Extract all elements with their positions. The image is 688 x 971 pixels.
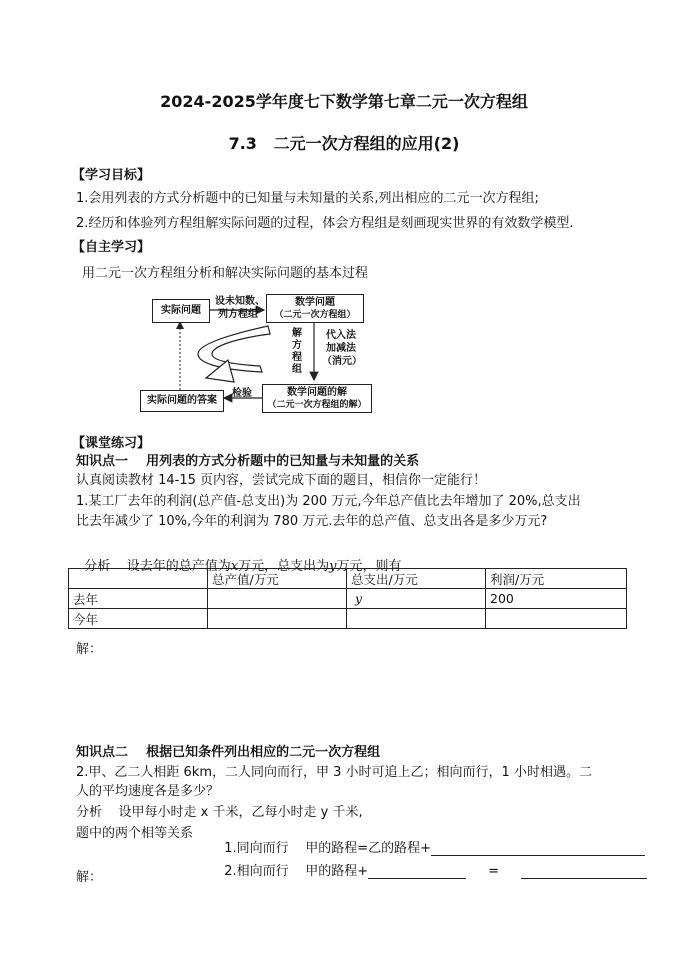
box-real-problem: 实际问题 (152, 299, 210, 323)
self-study-intro: 用二元一次方程组分析和解决实际问题的基本过程 (82, 266, 369, 281)
analysis1-part-c: 万元，则有 (336, 559, 402, 574)
self-study-heading: 【自主学习】 (72, 240, 151, 255)
table-row (69, 609, 627, 629)
knowledge-point-2: 知识点二 根据已知条件列出相应的二元一次方程组 (76, 745, 381, 760)
var-x: x (230, 559, 239, 574)
box3-line-1: 数学问题的解 (287, 387, 347, 398)
analysis1-part-a: 分析 设去年的总产值为 (84, 559, 231, 574)
solution-1-label: 解： (76, 642, 103, 657)
knowledge-point-1: 知识点一 用列表的方式分析题中的已知量与未知量的关系 (76, 454, 420, 469)
curved-arrow-head (206, 360, 234, 382)
goal-item-1: 1.会用列表的方式分析题中的已知量与未知量的关系,列出相应的二元一次方程组; (76, 191, 539, 206)
method-label-1: 代入法 (326, 330, 356, 341)
lesson-subtitle: 7.3 二元一次方程组的应用(2) (228, 134, 460, 153)
table-cell: 今年 (69, 609, 208, 629)
relation-2-blank-right[interactable] (521, 865, 647, 879)
table-header-cell (69, 569, 208, 589)
method-label-2: 加减法 (326, 343, 356, 354)
question-2-line-2: 人的平均速度各是多少？ (76, 784, 220, 799)
method-label-3: （消元） (322, 356, 362, 367)
table-header-cell: 利润/万元 (486, 569, 627, 589)
table-row (69, 589, 627, 609)
box-math-problem (266, 294, 364, 323)
goal-item-2: 2.经历和体验列方程组解实际问题的过程，体会方程组是刻画现实世界的有效数学模型. (76, 216, 574, 231)
table-cell: 去年 (69, 589, 208, 609)
relation-1-text: 1.同向而行 甲的路程=乙的路程+ (224, 841, 431, 856)
table-cell[interactable] (347, 609, 486, 629)
vertical-char-4: 组 (292, 364, 302, 375)
table-cell[interactable]: 200 (486, 589, 627, 609)
analysis-table (68, 568, 627, 629)
table-cell[interactable] (208, 589, 347, 609)
box2-line-2: （二元一次方程组） (274, 310, 356, 320)
arrow1-label-1: 设未知数、 (215, 296, 265, 307)
kp1-intro: 认真阅读教材 14-15 页内容，尝试完成下面的题目，相信你一定能行！ (76, 473, 487, 488)
table-cell[interactable]: y (347, 589, 486, 609)
table-cell[interactable] (486, 609, 627, 629)
question-2-line-1: 2.甲、乙二人相距 6km，二人同向而行，甲 3 小时可追上乙；相向而行，1 小时相遇。二 (76, 765, 592, 780)
box-real-answer: 实际问题的答案 (140, 390, 224, 412)
page-title: 2024-2025学年度七下数学第七章二元一次方程组 (160, 92, 528, 111)
check-label: 检验 (232, 388, 252, 399)
table-header-cell: 总产值/万元 (208, 569, 347, 589)
table-header-cell: 总支出/万元 (347, 569, 486, 589)
table-header-row (69, 569, 627, 589)
question-1-line-1: 1.某工厂去年的利润(总产值-总支出)为 200 万元,今年总产值比去年增加了 20%,总支出 (76, 494, 581, 509)
relations-label: 题中的两个相等关系 (76, 826, 194, 841)
box3-line-2: （二元一次方程组的解） (267, 400, 367, 410)
vertical-char-3: 程 (292, 352, 302, 363)
practice-heading: 【课堂练习】 (72, 436, 151, 451)
var-y: y (329, 559, 337, 574)
table-cell[interactable] (208, 609, 347, 629)
vertical-char-1: 解 (292, 328, 302, 339)
relation-2-text: 2.相向而行 甲的路程+ (224, 864, 369, 879)
curved-arrow-band (198, 326, 270, 372)
analysis-2: 分析 设甲每小时走 x 千米，乙每小时走 y 千米, (76, 805, 363, 820)
arrow1-label-2: 列方程组 (218, 309, 258, 320)
solution-2-label: 解： (76, 870, 103, 885)
relation-2-blank-left[interactable] (368, 865, 466, 879)
question-1-line-2: 比去年减少了 10%,今年的利润为 780 万元.去年的总产值、总支出各是多少万元? (76, 514, 548, 529)
equals-sign: = (488, 864, 499, 879)
box2-line-1: 数学问题 (295, 297, 335, 308)
goals-heading: 【学习目标】 (72, 168, 151, 183)
vertical-char-2: 方 (292, 340, 302, 351)
box-math-solution (262, 384, 372, 413)
analysis1-part-b: 万元，总支出为 (238, 559, 330, 574)
relation-2 (216, 845, 647, 879)
